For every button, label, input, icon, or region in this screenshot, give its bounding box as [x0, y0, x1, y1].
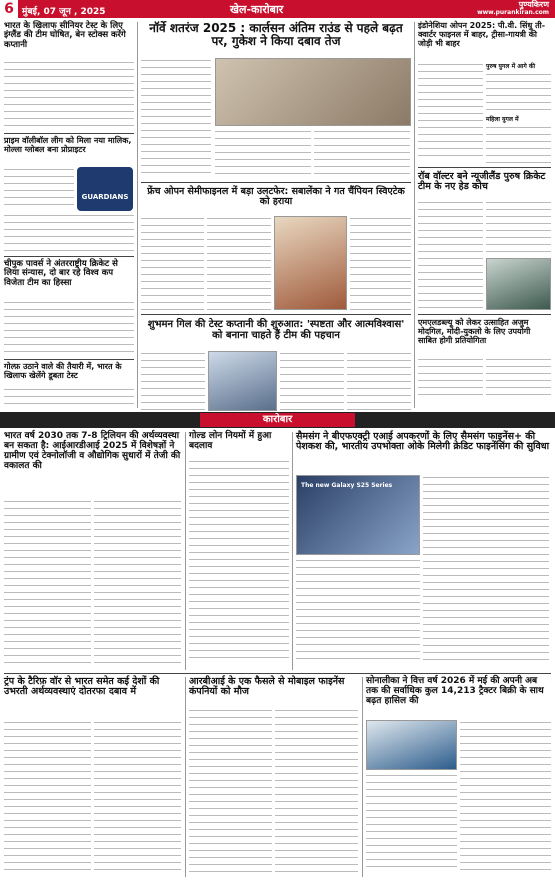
col1-story1-body: [4, 60, 134, 130]
third-body-col2: [280, 351, 344, 411]
main-headline: नॉर्वे शतरंज 2025 : कार्लसन अंतिम राउंड से पहले बढ़त पर, गुकेश ने किया दबाव तेज: [149, 21, 403, 49]
right-story1-body: [418, 62, 483, 158]
biz-story3-body2: [423, 475, 549, 662]
center-divider: [141, 182, 411, 183]
second-headline: फ्रेंच ओपन सेमीफाइनल में बड़ा उलटफेर: सबालेंका ने गत चैंपियन स्विएटेक को हराया: [147, 186, 405, 208]
right-divider-2: [418, 314, 551, 315]
tennis-photo: [274, 216, 347, 310]
right-story1-sub: पुरुष युगल में आगे की: [486, 63, 536, 70]
col1-story4-headline: गोल्फ़ उठाने वाले की तैयारी में, भारत के खिलाफ खेलेंगे डूबता टेस्ट: [4, 362, 122, 380]
biz-story2: [189, 432, 289, 670]
col1-divider-3: [4, 359, 134, 360]
biz-story1-body2: [94, 499, 181, 664]
section-band-label: कारोबार: [200, 413, 355, 427]
tractor-photo: [366, 720, 457, 770]
col1-story2-headline: प्राइम वॉलीबॉल लीग को मिला नया मालिक, मोल्ला ग्लोबल बना प्रोप्राइटर: [4, 136, 132, 154]
chess-photo: [215, 58, 411, 126]
left-column: [4, 22, 134, 408]
right-story3-body: [418, 357, 483, 399]
biz-story4-body2: [94, 720, 181, 872]
right-story2-body2: [486, 200, 551, 256]
main-body-col2: [215, 129, 311, 177]
issue-date: मुंबई, 07 जून , 2025: [22, 7, 106, 17]
third-body-col3: [347, 351, 411, 411]
main-body-col3: [314, 129, 410, 177]
col1-divider: [4, 133, 134, 134]
right-column: [418, 22, 551, 408]
biz-story3: [296, 432, 551, 670]
biz-story5-headline: आरबीआई के एक फैसले से मोबाइल फाइनेंस कंपनियों को मौज: [189, 676, 345, 698]
second-body-col1: [141, 216, 204, 310]
right-divider: [418, 167, 551, 168]
biz-story5-body2: [275, 708, 358, 872]
center-column: [141, 22, 411, 408]
right-story3-body2: [486, 357, 551, 399]
biz-story6-headline: सोनालीका ने वित्त वर्ष 2026 में मई की अपनी अब तक की सर्वाधिक कुल 14,213 ट्रैक्टर बिक्री के साथ बढ़त हासिल की: [366, 676, 544, 706]
biz-story5-body: [189, 708, 272, 872]
col1-divider-2: [4, 256, 134, 257]
col1-story3-headline: चीपुक पावर्स ने अंतरराष्ट्रीय क्रिकेट से लिया संन्यास, दो बार रहे विश्व कप विजेता टीम का हिस्सा: [4, 259, 118, 288]
col-rule-3: [185, 432, 186, 670]
right-story1-body3: [486, 125, 551, 163]
biz-story1-body: [4, 499, 91, 664]
right-story2-body: [418, 200, 483, 310]
third-headline: शुभमन गिल की टेस्ट कप्तानी की शुरुआत: 'स्पष्टता और आत्मविश्वास' को बनाना चाहते हैं टीम की पहचान: [147, 319, 405, 341]
right-story1-sub2: महिला युगल में: [486, 116, 519, 123]
brand-name: पुण्यकिरण: [518, 0, 549, 9]
col-rule-6: [362, 677, 363, 877]
biz-story3-headline: सैमसंग ने बीएफएक्ट्री एआई अपकरणों के लिए सैमसंग फाइनेंस+ की पेशकश की, भारतीय उपभोक्ता ओके मिलेगी क्रेडिट फाइनेंसिंग की सुविधा: [296, 431, 550, 453]
third-body-col1: [141, 351, 205, 411]
biz-story1-headline: भारत वर्ष 2030 तक 7-8 ट्रिलियन की अर्थव्यवस्था बन सकता है: आईआरडीआई 2025 में विशेषज्ञों ने ग्रामीण एवं टेक्नोलॉजी व औद्योगिक सुधारों में तेजी की वकालत की: [4, 431, 181, 471]
masthead: [0, 0, 555, 18]
center-divider-2: [141, 314, 411, 315]
biz-story4-headline: ट्रंप के टैरिफ़ वॉर से भारत समेत कई देशों की उभरती अर्थव्यवस्थाएं दोतरफा दबाव में: [4, 676, 160, 698]
right-story1-body2: [486, 72, 551, 112]
col-rule-5: [185, 677, 186, 877]
right-story3-headline: एमएलडब्ल्यू को लेकर उत्साहित अजुम मोदगिल, मोदी-युकलो के लिए उपयोगी साबित होगी प्रतियोगिता: [418, 318, 531, 345]
brand-block: [477, 1, 549, 17]
biz-story6: [366, 677, 551, 877]
col1-story1-headline: भारत के खिलाफ सीनियर टेस्ट के लिए इंग्लैंड की टीम घोषित, बेन स्टोक्स करेंगे कप्तानी: [4, 21, 126, 50]
walter-photo: [486, 258, 551, 310]
col1-story2-body: [4, 167, 74, 211]
biz-story1: [4, 432, 182, 670]
right-story2-headline: रॉब वॉल्टर बने न्यूजीलैंड पुरुष क्रिकेट टीम के नए हेड कोच: [418, 171, 546, 193]
biz-story3-body: [296, 558, 420, 662]
biz-story5: [189, 677, 359, 877]
biz-story6-body: [366, 773, 457, 873]
col-rule: [137, 22, 138, 408]
col-rule-2: [414, 22, 415, 408]
biz-divider: [4, 673, 551, 674]
biz-story2-body: [189, 459, 289, 663]
second-body-col2: [207, 216, 270, 310]
right-story1-headline: इंडोनेशिया ओपन 2025: पी.वी. सिंधु ती-क्वार्टर फाइनल में बाहर, ट्रीसा-गायत्री की जोड़ी भी बाहर: [418, 21, 546, 48]
col1-story4-body: [4, 387, 134, 409]
samsung-ad-image: [296, 475, 420, 555]
section-band: [0, 412, 555, 428]
guardians-logo-text: GUARDIANS: [81, 193, 129, 201]
biz-story2-headline: गोल्ड लोन नियमों में हुआ बदलाव: [189, 431, 272, 451]
biz-story4: [4, 677, 182, 877]
biz-story4-body: [4, 720, 91, 872]
col-rule-4: [292, 432, 293, 670]
gill-photo: [208, 351, 278, 411]
col1-story2-body-2: [4, 213, 134, 253]
section-title: खेल-कारोबार: [230, 3, 284, 16]
biz-story6-body2: [460, 720, 551, 873]
guardians-logo: [77, 167, 133, 211]
col1-story3-body: [4, 300, 134, 356]
second-body-col3: [350, 216, 411, 310]
page-number: 6: [0, 0, 18, 18]
brand-url: www.purankiran.com: [477, 9, 549, 16]
samsung-ad-caption: The new Galaxy S25 Series: [301, 482, 393, 489]
main-body-col1: [141, 58, 211, 178]
